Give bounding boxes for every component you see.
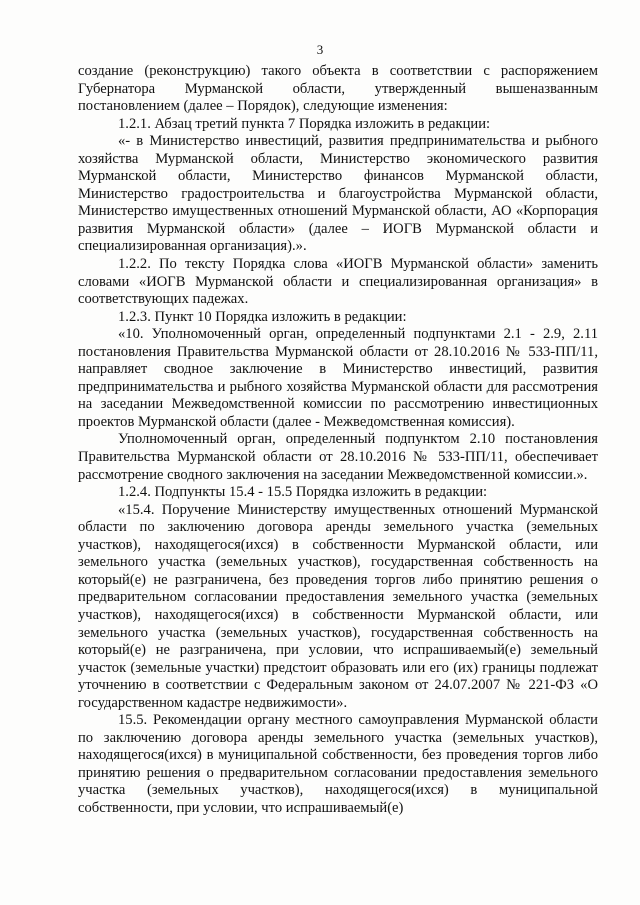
paragraph-1-2-4: 1.2.4. Подпункты 15.4 - 15.5 Порядка изложить в редакции: <box>118 484 488 501</box>
paragraph-1-2-2: 1.2.2. По тексту Порядка слова «ИОГВ Мурманской области» заменить словами «ИОГВ Мурманской области и специализированная организация» в соответствующих падежах. <box>78 256 598 308</box>
paragraph-1-2-1: 1.2.1. Абзац третий пункта 7 Порядка изложить в редакции: <box>118 115 491 132</box>
paragraph-1-2-3: 1.2.3. Пункт 10 Порядка изложить в редакции: <box>118 308 407 325</box>
document-body <box>78 63 598 818</box>
paragraph-point-10: «10. Уполномоченный орган, определенный подпунктами 2.1 - 2.9, 2.11 постановления Правительства Мурманской области от 28.10.2016 № 533-ПП/11, направляет сводное заключение в Министерство инвестиций, развития предпринимательства и рыбного хозяйства Мурманской области для рассмотрения на заседании Межведомственной комиссии по рассмотрению инвестиционных проектов Мурманской области (далее - Межведомственная комиссия). <box>78 326 598 430</box>
paragraph-intro: создание (реконструкцию) такого объекта в соответствии с распоряжением Губернатора Мурманской области, утвержденный вышеназванным постановлением (далее – Порядок), следующие изменения: <box>78 63 598 115</box>
page-number: 3 <box>316 42 324 57</box>
paragraph-ministries-list: «- в Министерство инвестиций, развития предпринимательства и рыбного хозяйства Мурманской области, Министерство экономического развития Мурманской области, Министерство финансов Мурманской области, Министерство градостроительства и благоустройства Мурманской области, Министерство имущественных отношений Мурманской области, АО «Корпорация развития Мурманской области» (далее – ИОГВ Мурманской области и специализированная организация).». <box>78 133 598 255</box>
paragraph-15-4: «15.4. Поручение Министерству имущественных отношений Мурманской области по заключению договора аренды земельного участка (земельных участков), находящегося(ихся) в собственности Мурманской области, или земельного участка (земельных участков), государственная собственность на который(е) не разграничена, без проведения торгов либо принятию решения о предварительном согласовании предоставления земельного участка (земельных участков), находящегося(ихся) в собственности Мурманской области, или земельного участка (земельных участков), государственная собственность на который(е) не разграничена, при условии, что испрашиваемый(е) земельный участок (земельные участки) предстоит образовать или его (их) границы подлежат уточнению в соответствии с Федеральным законом от 24.07.2007 № 221-ФЗ «О государственном кадастре недвижимости». <box>78 501 598 711</box>
paragraph-authorized-body: Уполномоченный орган, определенный подпунктом 2.10 постановления Правительства Мурманской области от 28.10.2016 № 533-ПП/11, обеспечивает рассмотрение сводного заключения на заседании Межведомственной комиссии.». <box>78 431 598 483</box>
paragraph-15-5: 15.5. Рекомендации органу местного самоуправления Мурманской области по заключению договора аренды земельного участка (земельных участков), находящегося(ихся) в муниципальной собственности, без проведения торгов либо принятию решения о предварительном согласовании предоставления земельного участка (земельных участков), находящегося(ихся) в муниципальной собственности, при условии, что испрашиваемый(е) <box>78 712 598 816</box>
